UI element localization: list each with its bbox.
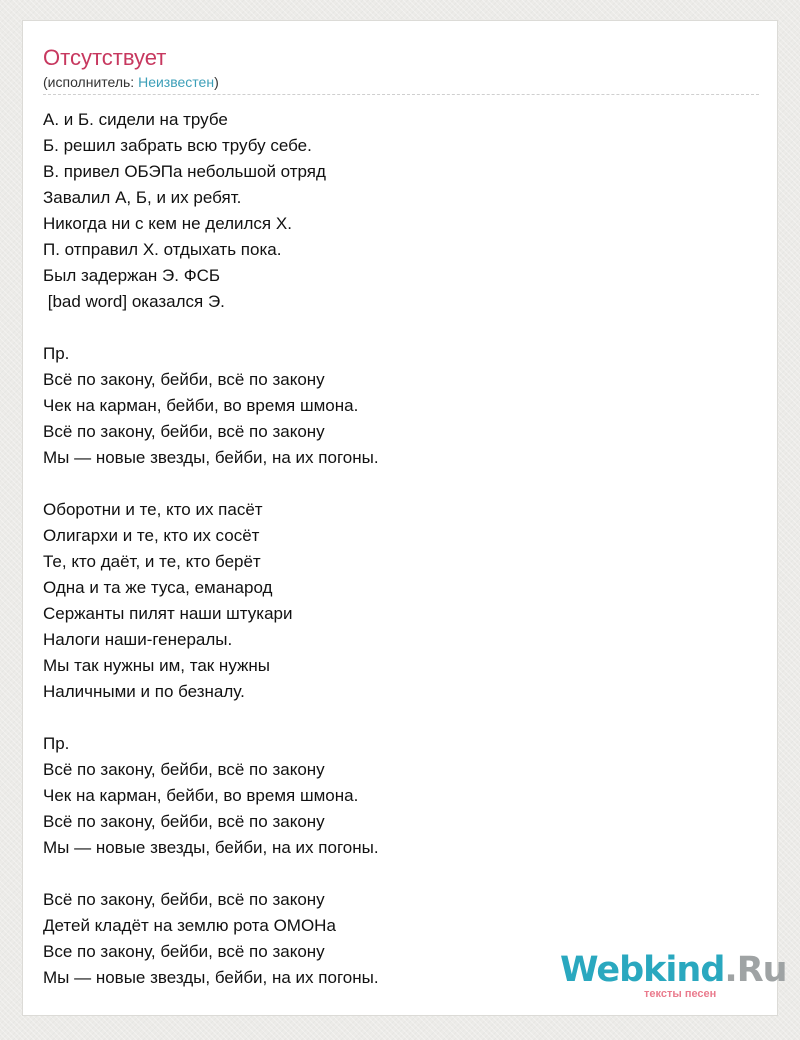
lyric-line: Мы — новые звезды, бейби, на их погоны.: [43, 968, 379, 987]
lyric-line: Всё по закону, бейби, всё по закону: [43, 422, 325, 441]
lyric-line: Одна и та же туса, еманарод: [43, 578, 273, 597]
lyric-line: Детей кладёт на землю рота ОМОНа: [43, 916, 336, 935]
artist-link[interactable]: Неизвестен: [138, 74, 215, 90]
webkind-logo: [560, 950, 787, 1010]
lyric-line: В. привел ОБЭПа небольшой отряд: [43, 162, 326, 181]
lyric-line: Сержанты пилят наши штукари: [43, 604, 293, 623]
lyric-line: Оборотни и те, кто их пасёт: [43, 500, 263, 519]
lyric-line: Всё по закону, бейби, всё по закону: [43, 760, 325, 779]
lyric-line: Б. решил забрать всю трубу себе.: [43, 136, 312, 155]
artist-prefix: (исполнитель:: [43, 74, 139, 90]
title-divider: [43, 94, 759, 95]
lyric-line: Все по закону, бейби, всё по закону: [43, 942, 325, 961]
lyric-line: Всё по закону, бейби, всё по закону: [43, 370, 325, 389]
lyrics-text: [43, 107, 379, 991]
lyric-line: Мы — новые звезды, бейби, на их погоны.: [43, 448, 379, 467]
lyric-line: А. и Б. сидели на трубе: [43, 110, 228, 129]
lyric-line: Чек на карман, бейби, во время шмона.: [43, 396, 359, 415]
lyric-line: Был задержан Э. ФСБ: [43, 266, 221, 285]
lyric-line: Завалил А, Б, и их ребят.: [43, 188, 242, 207]
lyric-line: Пр.: [43, 344, 70, 363]
lyric-line: Никогда ни с кем не делился Х.: [43, 214, 292, 233]
logo-wordmark: [560, 950, 787, 990]
logo-tagline: тексты песен: [644, 988, 717, 1000]
artist-suffix: ): [214, 74, 219, 90]
artist-line: [43, 73, 219, 91]
lyric-line: Всё по закону, бейби, всё по закону: [43, 890, 325, 909]
lyric-line: Всё по закону, бейби, всё по закону: [43, 812, 325, 831]
lyrics-card: [22, 20, 778, 1016]
lyric-line: Налоги наши-генералы.: [43, 630, 233, 649]
lyric-line: [bad word] оказался Э.: [43, 292, 225, 311]
song-title: Отсутствует: [43, 45, 167, 70]
lyric-line: Мы — новые звезды, бейби, на их погоны.: [43, 838, 379, 857]
lyric-line: Чек на карман, бейби, во время шмона.: [43, 786, 359, 805]
lyric-line: Те, кто даёт, и те, кто берёт: [43, 552, 261, 571]
lyric-line: Пр.: [43, 734, 70, 753]
logo-brand: Webkind: [560, 950, 725, 990]
lyric-line: Мы так нужны им, так нужны: [43, 656, 270, 675]
logo-domain: .Ru: [724, 950, 787, 990]
lyric-line: П. отправил Х. отдыхать пока.: [43, 240, 282, 259]
lyric-line: Наличными и по безналу.: [43, 682, 245, 701]
lyric-line: Олигархи и те, кто их сосёт: [43, 526, 260, 545]
